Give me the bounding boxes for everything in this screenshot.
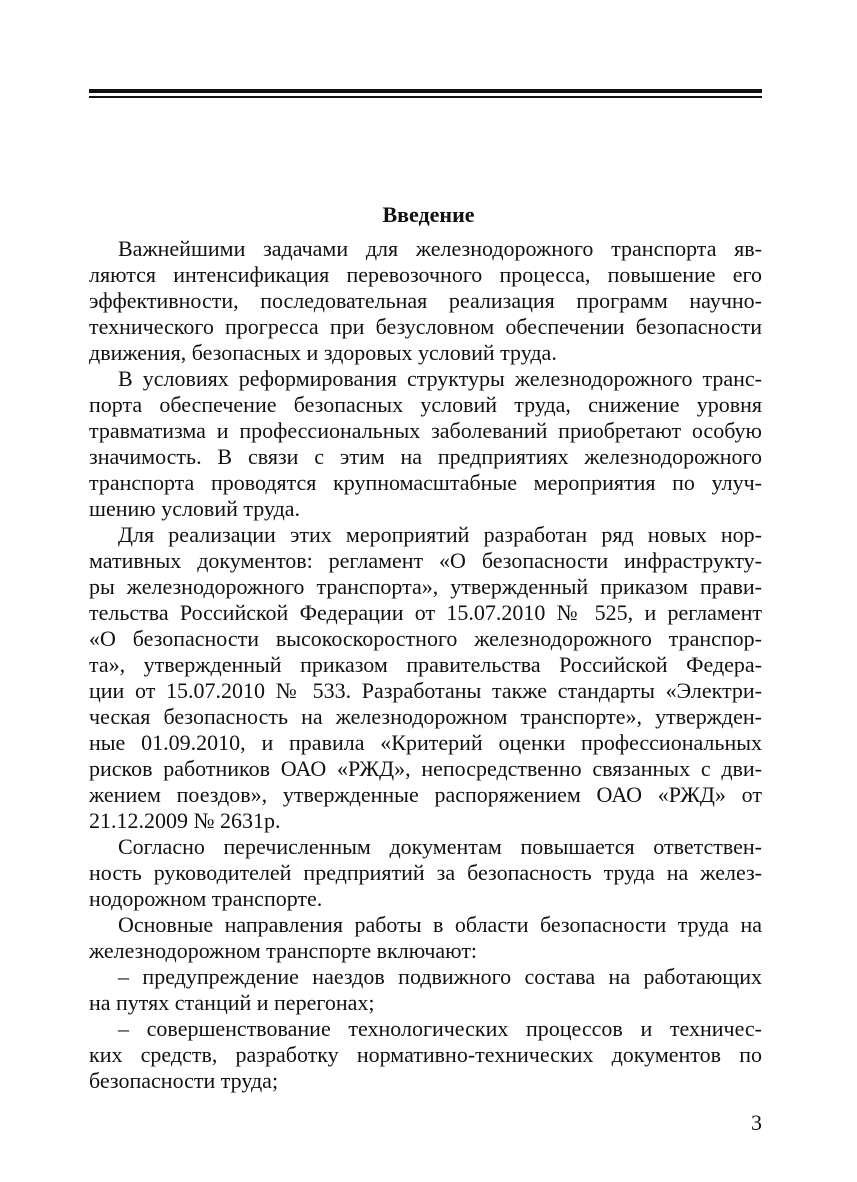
text-line: «О безопасности высокоскоростного железнодорожного транспор-	[89, 626, 762, 651]
text-line: безопасности труда;	[89, 1068, 279, 1093]
text-line: шению условий труда.	[89, 496, 301, 521]
text-line: тельства Российской Федерации от 15.07.2010 № 525, и регламент	[89, 600, 762, 625]
text-line: транспорта проводятся крупномасштабные мероприятия по улуч-	[89, 470, 762, 495]
text-line: та», утвержденный приказом правительства Российской Федера-	[89, 652, 762, 677]
text-line: травматизма и профессиональных заболеваний приобретают особую	[89, 418, 762, 443]
text-line: ции от 15.07.2010 № 533. Разработаны также стандарты «Электри-	[89, 678, 762, 703]
header-rule-thick	[89, 89, 762, 93]
text-line: технического прогресса при безусловном обеспечении безопасности	[89, 314, 762, 339]
text-line: железнодорожном транспорте включают:	[89, 938, 478, 963]
text-line: Для реализации этих мероприятий разработан ряд новых нор-	[118, 522, 762, 547]
text-line: Основные направления работы в области безопасности труда на	[118, 912, 762, 937]
page-number: 3	[751, 1110, 762, 1135]
text-line: порта обеспечение безопасных условий труда, снижение уровня	[89, 392, 762, 417]
text-line: ные 01.09.2010, и правила «Критерий оценки профессиональных	[89, 730, 762, 755]
text-line: эффективности, последовательная реализация программ научно-	[89, 288, 762, 313]
text-line: рисков работников ОАО «РЖД», непосредственно связанных с дви-	[89, 756, 762, 781]
text-line: – предупреждение наездов подвижного состава на работающих	[118, 964, 762, 989]
text-line: ность руководителей предприятий за безопасность труда на желез-	[89, 860, 762, 885]
text-line: жением поездов», утвержденные распоряжением ОАО «РЖД» от	[89, 782, 762, 807]
text-line: мативных документов: регламент «О безопасности инфраструкту-	[89, 548, 762, 573]
text-line: Согласно перечисленным документам повышается ответствен-	[118, 834, 762, 859]
text-line: ры железнодорожного транспорта», утвержденный приказом прави-	[89, 574, 762, 599]
text-line: движения, безопасных и здоровых условий труда.	[89, 340, 557, 365]
text-line: Важнейшими задачами для железнодорожного транспорта яв-	[118, 236, 762, 261]
text-line: ляются интенсификация перевозочного процесса, повышение его	[89, 262, 762, 287]
text-line: ческая безопасность на железнодорожном транспорте», утвержден-	[89, 704, 762, 729]
text-line: В условиях реформирования структуры железнодорожного транс-	[118, 366, 762, 391]
text-line: на путях станций и перегонах;	[89, 990, 375, 1015]
page-title: Введение	[382, 202, 475, 227]
text-line: ких средств, разработку нормативно-технических документов по	[89, 1042, 762, 1067]
header-rule-thin	[89, 96, 762, 98]
body-text	[89, 236, 762, 1094]
text-line: 21.12.2009 № 2631р.	[89, 808, 281, 833]
text-line: значимость. В связи с этим на предприятиях железнодорожного	[89, 444, 762, 469]
text-line: нодорожном транспорте.	[89, 886, 323, 911]
text-line: – совершенствование технологических процессов и техничес-	[118, 1016, 762, 1041]
